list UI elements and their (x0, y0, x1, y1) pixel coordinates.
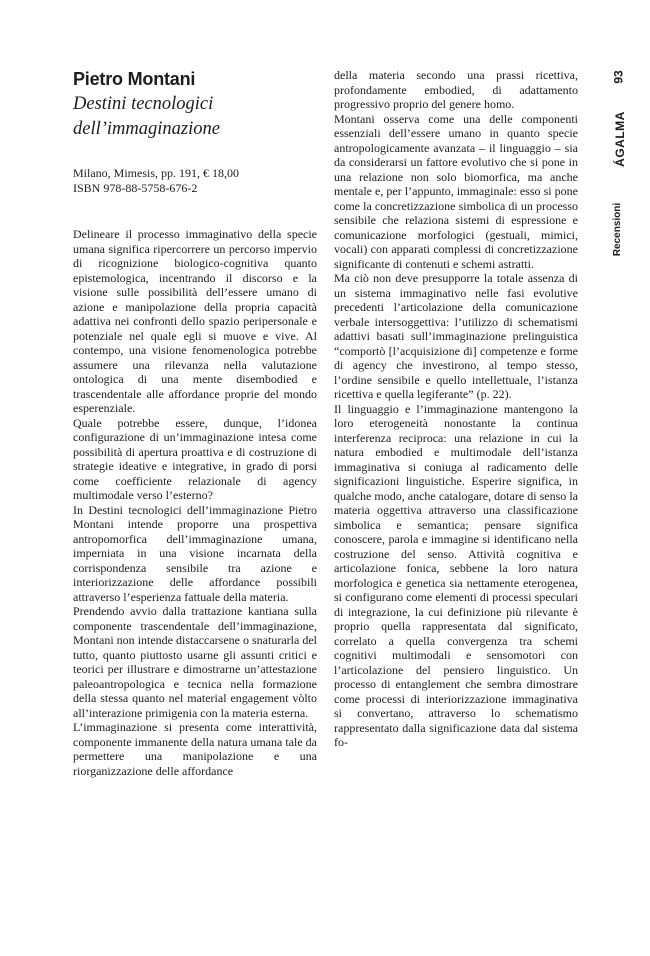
page-number (612, 68, 632, 88)
paragraph: Ma ciò non deve presupporre la totale assenza di un sistema immaginativo nelle fasi evolutive precedenti l’articolazione della comunicazione verbale intersoggettiva: l’utilizzo di schematismi adattivi basati sull’immaginazione prelinguistica “comportò [l’acquisizione di] competenze e forme di agency che investirono, al tempo stesso, l’ordine sensibile e quello intellettuale, l’istanza ricettiva e quella legiferante” (p. 22). (334, 271, 578, 401)
paragraph: Prendendo avvio dalla trattazione kantiana sulla componente trascendentale dell’immaginazione, Montani non intende distaccarsene o snaturarla del tutto, quanto piuttosto usarne gli assunti critici e teorici per illustrare e dimostrarne un’attestazione paleoantropologica e tecnica nella formazione della stessa quanto nel material engagement vòlto all’interazione primigenia con la materia esterna. (73, 604, 317, 720)
paragraph: della materia secondo una prassi ricettiva, profondamente embodied, di adattamento progressivo proprio del genere homo. (334, 68, 578, 111)
bibliographic-info (73, 166, 317, 196)
paragraph: Montani osserva come una delle componenti essenziali dell’essere umano in quanto specie antropologicamente avanzata – il linguaggio – sia da considerarsi un fattore evolutivo che si pone in una relazione non solo biomorfica, ma anche mentale e, per l’appunto, immaginale: esso si pone come la concretizzazione simbolica di un processo sensibile che relaziona sistemi di espressione e comunicazione morfologici (gestuali, mimici, vocali) con apparati complessi di concretizzazione significante di contenuti e schemi astratti. (334, 111, 578, 271)
journal-name (600, 110, 640, 180)
paragraph: Il linguaggio e l’immaginazione mantengono la loro eterogeneità nonostante la continua interferenza reciproca: una relazione in cui la natura embodied e multimodale dell’istanza immaginativa si coniuga al radicamento delle significazioni linguistiche. Esperire significa, in qualche modo, anche catalogare, dotare di senso la materia oggettiva attraverso una classificazione simbolica e semantica; pensare significa conoscere, parola e immagine si identificano nella costruzione del senso. Attività cognitiva e articolazione fonica, sebbene la loro natura morfologica e genetica sia nettamente eterogenea, si configurano come elementi di processi speculari di integrazione, la cui definizione più rilevante è proprio quella rappresentata dal significato, correlato a quella convergenza tra schemi cognitivi multimodali e sensomotori con l’articolazione del pensiero linguistico. Un processo di entanglement che sembra dimostrare come processi di interiorizzazione immaginativa si convertano, attraverso lo schematismo rappresentato dalla significazione data dal sistema fo- (334, 401, 578, 749)
paragraph: Quale potrebbe essere, dunque, l’idonea configurazione di un’immaginazione intesa come possibilità di apertura proattiva e di costruzione di strategie ideative e integrative, in grado di porsi come coefficiente relazionale di agency multimodale verso l’esterno? (73, 415, 317, 502)
journal-name-text: ÁGALMA (612, 111, 627, 167)
book-title-line-2: dell’immaginazione (73, 119, 220, 139)
page-number-text: 93 (611, 70, 626, 84)
book-title-line-1: Destini tecnologici (73, 94, 214, 114)
right-column (334, 68, 578, 750)
paragraph: In Destini tecnologici dell’immaginazione Pietro Montani intende proporre una prospettiva antropomorfica dell’immaginazione umana, imperniata in una visione incarnata della corrispondenza sensibile tra azione e interiorizzazione delle affordance possibili attraverso l’esperienza fattuale della materia. (73, 502, 317, 604)
left-column (73, 68, 317, 778)
publisher-line: Milano, Mimesis, pp. 191, € 18,00 (73, 166, 240, 180)
section-label (600, 200, 640, 260)
paragraph: Delineare il processo immaginativo della specie umana significa ripercorrere un percorso impervio di ricognizione biologico-cognitiva quanto epistemologica, incentrando il discorso e la visione sulle possibilità dell’essere umano di azione e manipolazione della propria capacità adattiva nei confronti dello spazio peripersonale e potenziale nel quale egli si muove e vive. Al contempo, una visione fenomenologica potrebbe assumere una rilevanza nella valutazione ontologica di una mente disembodied e trascendentale alle affordance proprie del mondo esperenziale. (73, 227, 317, 415)
review-author: Pietro Montani (73, 69, 196, 89)
section-label-text: Recensioni (612, 202, 624, 257)
paragraph: L’immaginazione si presenta come interattività, componente immanente della natura umana tale da permettere una manipolazione e una riorganizzazione delle affordance (73, 720, 317, 778)
isbn-line: ISBN 978-88-5758-676-2 (73, 181, 198, 195)
spacer (73, 196, 317, 227)
